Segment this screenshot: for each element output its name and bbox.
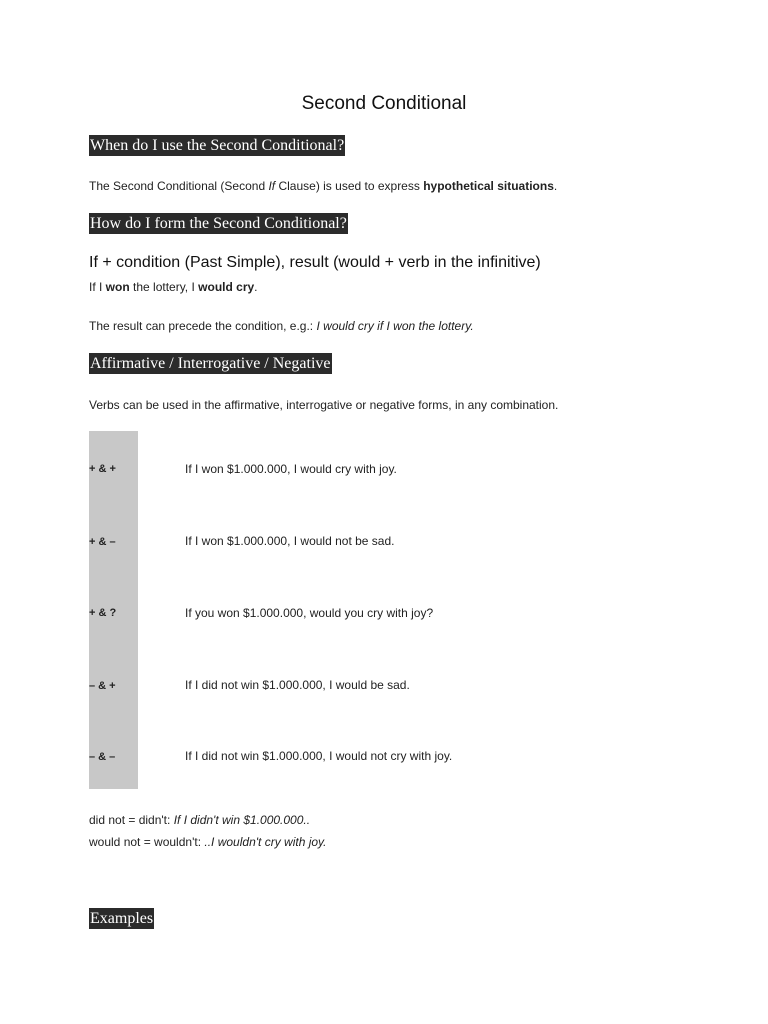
- combination-symbol: – & –: [89, 751, 116, 763]
- form-example-text-2: the lottery, I: [129, 280, 199, 294]
- form-example-would-cry: would cry: [198, 280, 255, 294]
- form-example-end: .: [254, 280, 258, 294]
- combination-symbol: + & ?: [89, 607, 117, 619]
- contraction-didnt: [89, 812, 310, 828]
- combination-sentence: If I did not win $1.000.000, I would be sad.: [185, 678, 410, 692]
- usage-text-2: Clause) is used to express: [275, 179, 424, 193]
- combination-symbol: + & +: [89, 463, 116, 475]
- precede-italic: I would cry if I won the lottery.: [316, 319, 474, 333]
- precede-text: The result can precede the condition, e.g.:: [89, 319, 317, 333]
- form-example-won: won: [105, 280, 130, 294]
- forms-intro: Verbs can be used in the affirmative, interrogative or negative forms, in any combination.: [89, 398, 559, 412]
- precede-paragraph: [89, 318, 474, 334]
- contraction-didnt-italic: If I didn't win $1.000.000..: [173, 813, 311, 827]
- page-title: Second Conditional: [301, 93, 467, 114]
- combination-sentence: If you won $1.000.000, would you cry with joy?: [185, 606, 434, 620]
- usage-if: If: [268, 179, 276, 193]
- form-example: [89, 279, 258, 295]
- combination-symbol: + & –: [89, 536, 116, 548]
- form-example-text: If I: [89, 280, 106, 294]
- contraction-didnt-text: did not = didn't:: [89, 813, 174, 827]
- usage-paragraph: [89, 178, 557, 194]
- combination-sentence: If I won $1.000.000, I would cry with joy.: [185, 462, 397, 476]
- contraction-wouldnt-text: would not = wouldn't:: [89, 835, 205, 849]
- section-heading-how: How do I form the Second Conditional?: [90, 215, 347, 232]
- section-heading-forms: Affirmative / Interrogative / Negative: [90, 355, 331, 372]
- usage-text: The Second Conditional (Second: [89, 179, 269, 193]
- section-heading-when: When do I use the Second Conditional?: [90, 137, 345, 154]
- combination-sentence: If I did not win $1.000.000, I would not cry with joy.: [185, 749, 453, 763]
- combination-sentence: If I won $1.000.000, I would not be sad.: [185, 534, 395, 548]
- form-formula: If + condition (Past Simple), result (would + verb in the infinitive): [89, 254, 541, 271]
- usage-bold: hypothetical situations: [423, 179, 554, 193]
- contraction-wouldnt-italic: ..I wouldn't cry with joy.: [204, 835, 327, 849]
- contraction-wouldnt: [89, 834, 326, 850]
- usage-end: .: [553, 179, 558, 193]
- section-heading-examples: Examples: [90, 910, 154, 927]
- combination-symbol: – & +: [89, 680, 116, 692]
